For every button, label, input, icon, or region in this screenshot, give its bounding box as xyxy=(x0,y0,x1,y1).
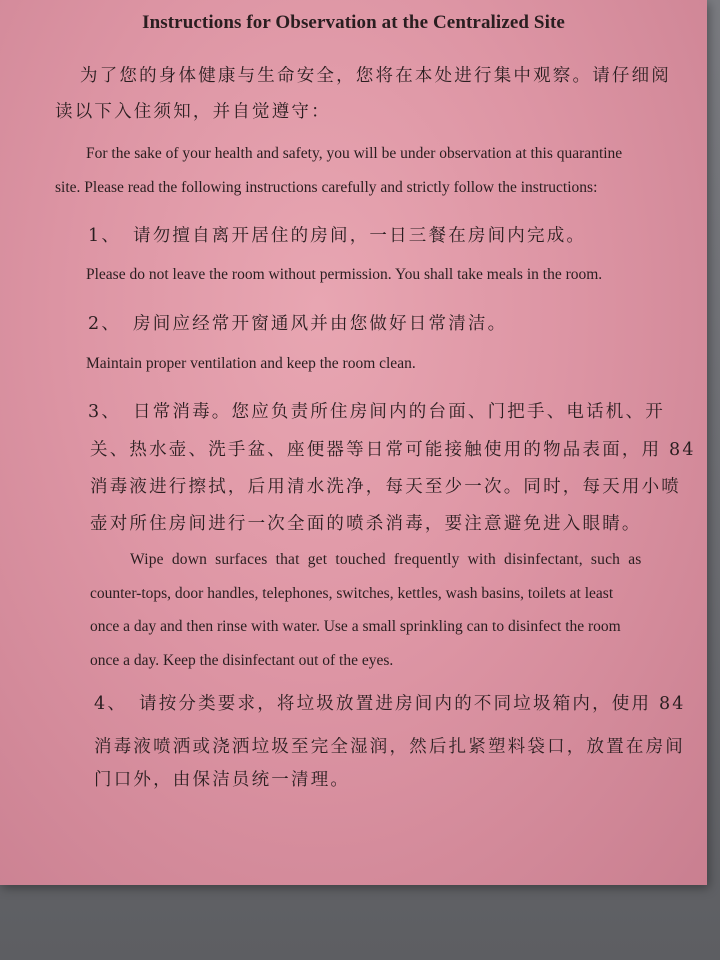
item-4-cn-line-1 xyxy=(94,690,686,715)
item-3-en-line-2: counter-tops, door handles, telephones, switches, kettles, wash basins, toilets at least xyxy=(90,585,614,602)
item-3-en-line-4: once a day. Keep the disinfectant out of the eyes. xyxy=(90,652,394,669)
item-3-number: 3、 xyxy=(88,402,122,422)
item-2-en: Maintain proper ventilation and keep the room clean. xyxy=(86,355,416,372)
document-title: Instructions for Observation at the Centralized Site xyxy=(142,12,565,33)
intro-cn-line-2: 读以下入住须知，并自觉遵守： xyxy=(55,102,331,122)
item-2-cn xyxy=(88,310,507,335)
item-3-cn-line-1 xyxy=(88,398,665,423)
intro-en-line-2: site. Please read the following instructions carefully and strictly follow the instructions: xyxy=(55,179,598,196)
item-1-cn-text: 请勿擅自离开居住的房间，一日三餐在房间内完成。 xyxy=(133,226,587,246)
intro-en-line-1: For the sake of your health and safety, you will be under observation at this quarantine xyxy=(86,145,623,162)
item-3-en-line-3: once a day and then rinse with water. Use a small sprinkling can to disinfect the room xyxy=(90,618,621,635)
item-2-number: 2、 xyxy=(88,314,122,334)
item-3-cn-line-3: 消毒液进行擦拭，后用清水洗净，每天至少一次。同时，每天用小喷 xyxy=(90,477,681,497)
item-3-en-line-1: Wipe down surfaces that get touched frequently with disinfectant, such as xyxy=(130,551,642,568)
item-1-number: 1、 xyxy=(88,226,122,246)
intro-cn-line-1: 为了您的身体健康与生命安全，您将在本处进行集中观察。请仔细阅 xyxy=(80,66,671,86)
item-1-cn xyxy=(88,222,586,247)
item-2-cn-text: 房间应经常开窗通风并由您做好日常清洁。 xyxy=(133,314,508,334)
item-3-cn-line-2: 关、热水壶、洗手盆、座便器等日常可能接触使用的物品表面，用 84 xyxy=(90,440,696,460)
item-4-cn-line-2: 消毒液喷洒或浇洒垃圾至完全湿润，然后扎紧塑料袋口，放置在房间 xyxy=(94,737,685,757)
item-3-cn-text-1: 日常消毒。您应负责所住房间内的台面、门把手、电话机、开 xyxy=(133,402,665,422)
item-1-en: Please do not leave the room without permission. You shall take meals in the room. xyxy=(86,266,603,283)
item-3-cn-line-4: 壶对所住房间进行一次全面的喷杀消毒，要注意避免进入眼睛。 xyxy=(90,514,642,534)
item-4-number: 4、 xyxy=(94,694,128,714)
item-4-cn-text-1: 请按分类要求，将垃圾放置进房间内的不同垃圾箱内，使用 84 xyxy=(139,694,686,714)
item-4-cn-line-3: 门口外，由保洁员统一清理。 xyxy=(94,770,351,790)
